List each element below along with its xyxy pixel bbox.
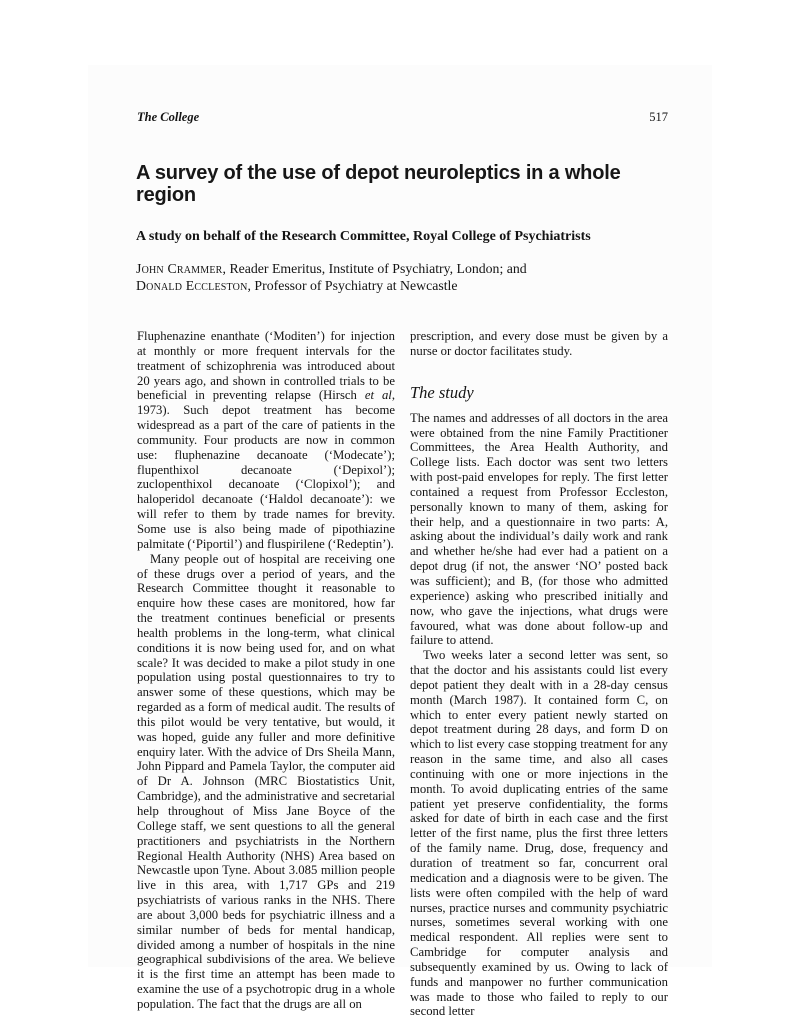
article-title-line: region [136,183,196,206]
running-head-journal: The College [137,110,200,124]
italic-text-run: et al [364,388,392,403]
page-number: 517 [649,110,668,124]
text-run: prescription, and every dose must be given by a nurse or doctor facilitates study. [410,329,668,358]
article-title-line: A survey of the use of depot neuroleptics in a whole [136,162,621,184]
text-run: Many people out of hospital are receiving one of these drugs over a period of years, and the Research Committee thought it reasonable to enquire how these cases are monitored, how far the treatment continues beneficial or presents health problems in the long-term, what clinical conditions it is now being used for, and on what scale? It was decided to make a pilot study in one population using postal questionnaires to try to answer some of these questions, which may be regarded as a form of medical audit. The results of this pilot would be very tentative, but would, it was hoped, guide any fuller and more definitive enquiry later. With the advice of Drs Sheila Mann, John Pippard and Pamela Taylor, the computer aid of Dr A. Johnson (MRC Biostatistics Unit, Cambridge), and the administrative and secretarial help throughout of Miss Jane Boyce of the College staff, we sent questions to all the general practitioners and psychiatrists in the Northern Regional Health Authority (NHS) Area based on Newcastle upon Tyne. About 3.085 million people live in this area, with 1,717 GPs and 219 psychiatrists of various ranks in the NHS. There are about 3,000 beds for psychiatric illness and a similar number of beds for mental handicap, divided among a number of hospitals in the nine geographical subdivisions of the area. We believe it is the first time an attempt has been made to examine the use of a psychotropic drug in a whole population. The fact that the drugs are all on [137,551,395,1011]
left-column [137,329,395,1019]
body-paragraph [137,552,395,1012]
text-run: Two weeks later a second letter was sent, so that the doctor and his assistants could list every depot patient they dealt with in a 28-day census month (March 1987). It contained form C, on which to enter every patient newly started on depot treatment during 28 days, and form D on which to list every case stopping treatment for any reason in the same time, and also all cases continuing with one or more injections in the month. To avoid duplicating entries of the same patient yet preserve confidentiality, the forms asked for date of birth in each case and the first letter of the first name, plus the first three letters of the family name. Drug, dose, frequency and duration of treatment so far, concurrent oral medication and a diagnosis were to be given. The lists were often compiled with the help of ward nurses, practice nurses and community psychiatric nurses, sometimes several working with one medical respondent. All replies were sent to Cambridge for computer analysis and subsequently examined by us. Owing to lack of funds and manpower no further communication was made to those who failed to reply to our second letter [410,648,668,1019]
author-name: John Crammer [136,261,223,276]
running-head [137,110,668,125]
text-run: The names and addresses of all doctors in the area were obtained from the nine Family Practitioner Committees, the Area Health Authority, and College lists. Each doctor was sent two letters with post-paid envelopes for reply. The first letter contained a request from Professor Eccleston, personally known to many of them, asking for their help, and a questionnaire in two parts: A, asking about the individual’s daily work and rank and whether he/she had ever had a patient on a depot drug (if not, the answer ‘NO’ posted back was sufficient); and B, (for those who admitted experience) asking who prescribed initially and now, who gave the injections, what drugs were favoured, what was done about follow-up and failure to attend. [410,410,668,648]
body-paragraph [410,648,668,1019]
text-run: , 1973). Such depot treatment has become widespread as a part of the care of patients in the community. Four products are now in common use: fluphenazine decanoate (‘Modecate’); flupenthixol decanoate (‘Depixol’); zuclopenthixol decanoate (‘Clopixol’); and haloperidol decanoate (‘Haldol decanoate’): we will refer to them by trade names for brevity. Some use is also being made of pipothiazine palmitate (‘Piportil’) and fluspirilene (‘Redeptin’). [137,388,395,551]
article-subtitle: A study on behalf of the Research Committee, Royal College of Psychiatrists [136,229,591,244]
author-line [136,278,667,295]
author-name: Donald Eccleston [136,277,248,293]
author-role: , Reader Emeritus, Institute of Psychiatry, London; and [222,261,527,276]
author-line [136,261,667,278]
journal-page [88,65,712,1019]
body-paragraph [137,329,395,552]
text-run: Fluphenazine enanthate (‘Moditen’) for injection at monthly or more frequent intervals for the treatment of schizophrenia was introduced about 20 years ago, and shown in controlled trials to be beneficial in preventing relapse (Hirsch [137,329,395,403]
right-column [410,329,668,1019]
body-paragraph [410,411,668,649]
body-columns [137,329,668,1019]
body-paragraph [410,329,668,359]
byline [136,261,667,294]
article-title [136,163,656,206]
author-role: , Professor of Psychiatry at Newcastle [247,277,458,293]
section-heading: The study [410,382,474,402]
